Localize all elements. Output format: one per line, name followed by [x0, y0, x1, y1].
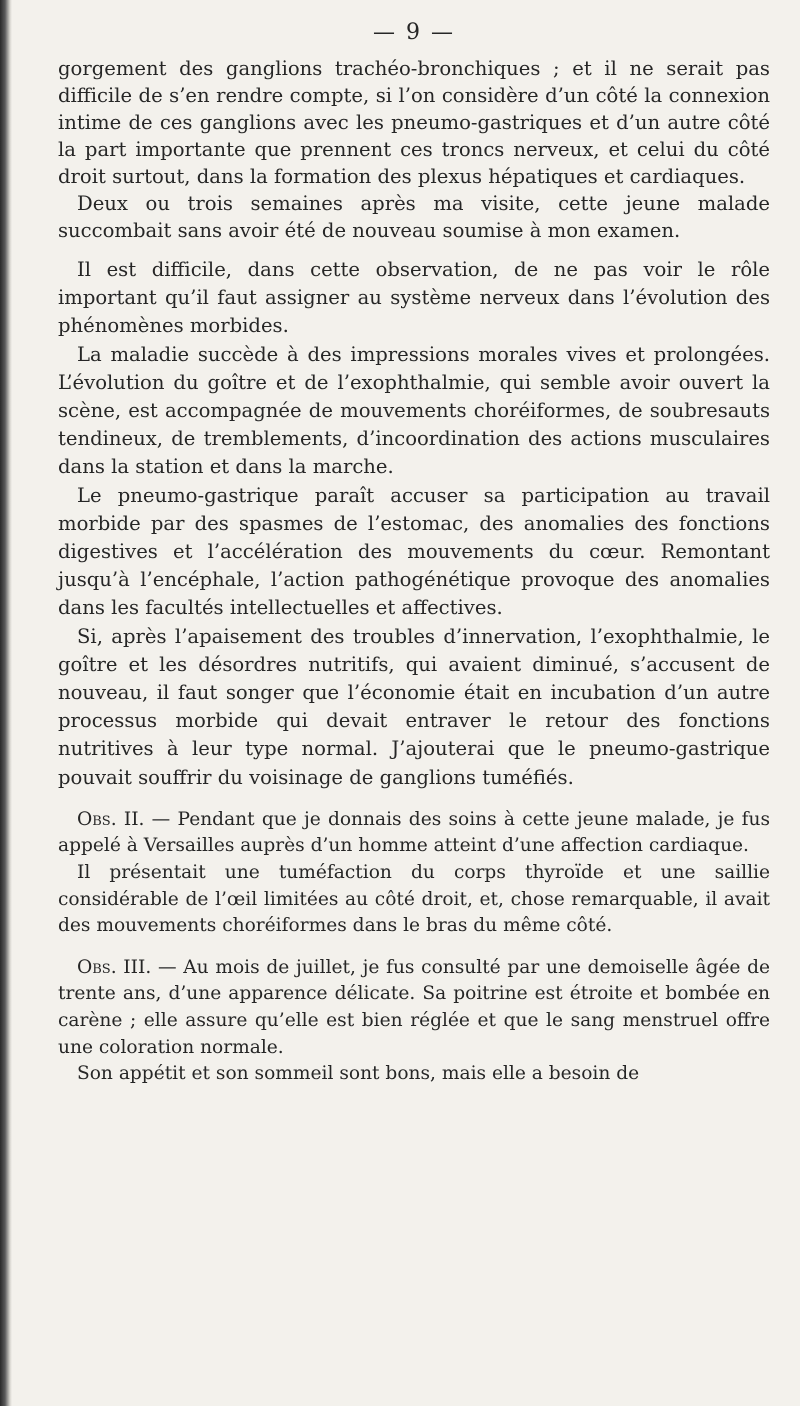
page-number: — 9 —	[373, 20, 455, 45]
obs2-text: — Pendant que je donnais des soins à cette jeune malade, je fus appelé à Versailles auprès d’un homme atteint d’une affection cardiaque.	[58, 808, 770, 857]
paragraph-continuation: gorgement des ganglions trachéo-bronchiques ; et il ne serait pas difficile de s’en rendre compte, si l’on considère d’un côté la connexion intime de ces ganglions avec les pneumo-gastriques et d’un autre côté la part importante que prennent ces troncs nerveux, et celui du côté droit surtout, dans la formation des plexus hépatiques et cardiaques.	[58, 57, 770, 188]
paragraph-deux-ou-trois-semaines: Deux ou trois semaines après ma visite, cette jeune malade succombait sans avoir été de nouveau soumise à mon examen.	[58, 192, 770, 242]
book-page	[58, 22, 770, 1088]
paragraph-son-appetit: Son appétit et son sommeil sont bons, mais elle a besoin de	[77, 1063, 640, 1085]
paragraph-il-est-difficile: Il est difficile, dans cette observation, de ne pas voir le rôle important qu’il faut assigner au système nerveux dans l’évolution des phénomènes morbides.	[58, 258, 770, 338]
paragraph-si-apres: Si, après l’apaisement des troubles d’innervation, l’exophthalmie, le goître et les désordres nutritifs, qui avaient diminué, s’accusent de nouveau, il faut songer que l’économie était en incubation d’un autre processus morbide qui devait entraver le retour des fonctions nutritives à leur type normal. J’ajouterai que le pneumo-gastrique pouvait souffrir du voisinage de ganglions tuméfiés.	[58, 624, 770, 789]
text-block-top	[58, 55, 770, 244]
paragraph-il-presentait: Il présentait une tuméfaction du corps thyroïde et une saillie considérable de l’œil limitées au côté droit, et, chose remarquable, il avait des mouvements choréiformes dans le bras du même côté.	[58, 862, 770, 937]
obs3-paragraph	[58, 955, 770, 1061]
obs3-label: Obs. III.	[77, 956, 152, 978]
obs3-text: — Au mois de juillet, je fus consulté par une demoiselle âgée de trente ans, d’une apparence délicate. Sa poitrine est étroite et bombée en carène ; elle assure qu’elle est bien réglée et que le sang menstruel offre une coloration normale.	[58, 956, 771, 1058]
observation-2	[58, 807, 770, 940]
observation-3	[58, 955, 770, 1088]
paragraph-la-maladie: La maladie succède à des impressions morales vives et prolongées. L’évolution du goître et de l’exophthalmie, qui semble avoir ouvert la scène, est accompagnée de mouvements choréiformes, de soubresauts tendineux, de tremblements, d’incoordination des actions musculaires dans la station et dans la marche.	[58, 342, 770, 479]
obs2-label: Obs. II.	[77, 808, 145, 830]
paragraph-le-pneumo-gastrique: Le pneumo-gastrique paraît accuser sa participation au travail morbide par des spasmes de l’estomac, des anomalies des fonctions digestives et l’accélération des mouvements du cœur. Remontant jusqu’à l’encéphale, l’action pathogénétique provoque des anomalies dans les facultés intellectuelles et affectives.	[58, 483, 770, 620]
page-binding-edge	[0, 0, 12, 1406]
obs2-paragraph	[58, 807, 770, 860]
